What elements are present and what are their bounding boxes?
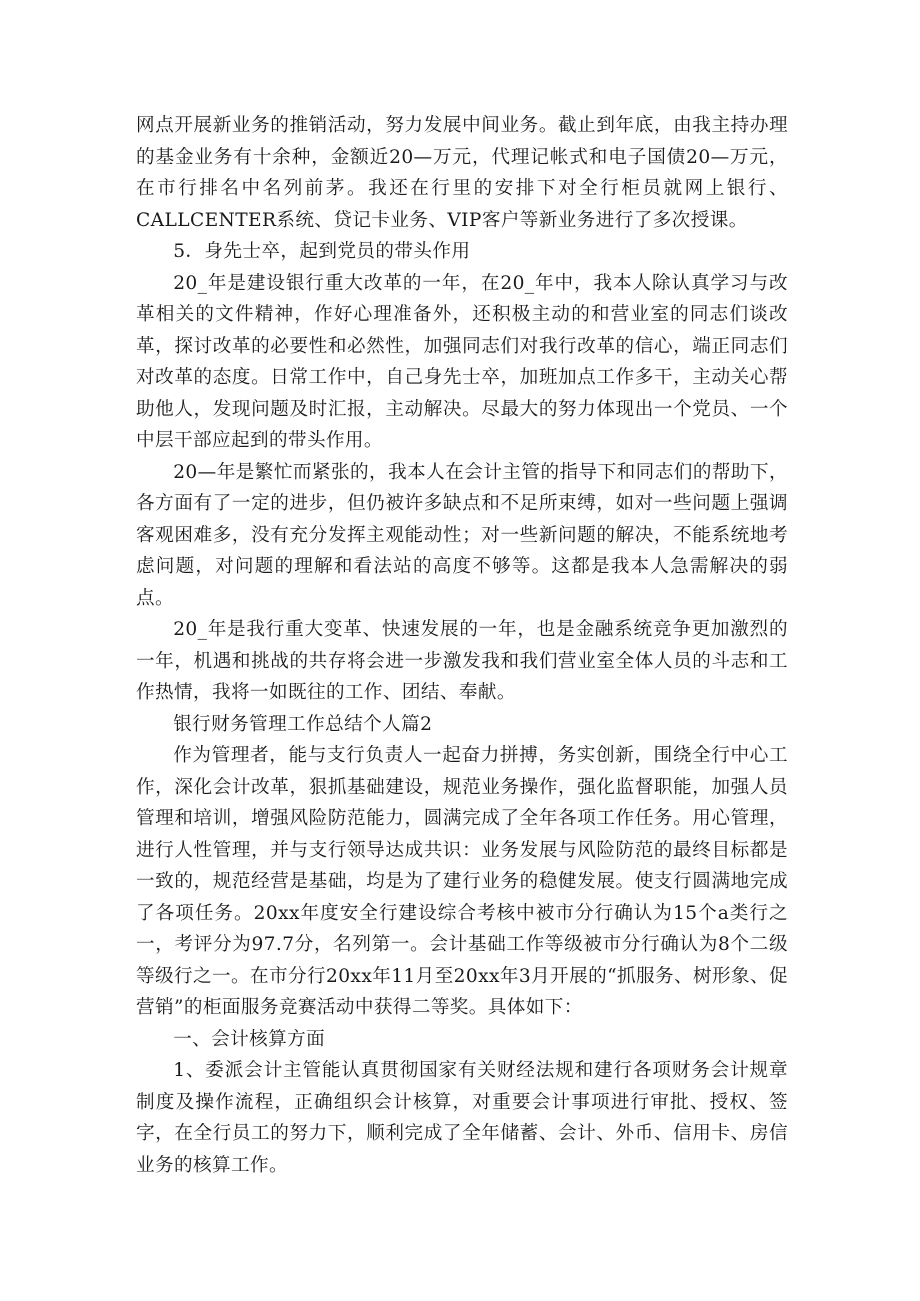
document-page (136, 110, 788, 1181)
subsection-heading-accounting: 一、会计核算方面 (173, 1028, 326, 1050)
paragraph-1: 网点开展新业务的推销活动，努力发展中间业务。截止到年底，由我主持办理的基金业务有十余种，金额近20—万元，代理记帐式和电子国债20—万元，在市行排名中名列前茅。我还在行里的安排下对全行柜员就网上银行、CALLCENTER系统、贷记卡业务、VIP客户等新业务进行了多次授课。 (136, 115, 788, 231)
paragraph-6: 1、委派会计主管能认真贯彻国家有关财经法规和建行各项财务会计规章制度及操作流程，正确组织会计核算，对重要会计事项进行审批、授权、签字，在全行员工的努力下，顺利完成了全年储蓄、会计、外币、信用卡、房信业务的核算工作。 (136, 1060, 788, 1176)
paragraph-5: 作为管理者，能与支行负责人一起奋力拼搏，务实创新，围绕全行中心工作，深化会计改革，狠抓基础建设，规范业务操作，强化监督职能，加强人员管理和培训，增强风险防范能力，圆满完成了全年各项工作任务。用心管理，进行人性管理，并与支行领导达成共识：业务发展与风险防范的最终目标都是一致的，规范经营是基础，均是为了建行业务的稳健发展。使支行圆满地完成了各项任务。20xx年度安全行建设综合考核中被市分行确认为15个a类行之一，考评分为97.7分，名列第一。会计基础工作等级被市分行确认为8个二级等级行之一。在市分行20xx年11月至20xx年3月开展的“抓服务、树形象、促营销”的柜面服务竞赛活动中获得二等奖。具体如下： (136, 745, 788, 1018)
paragraph-3: 20—年是繁忙而紧张的，我本人在会计主管的指导下和同志们的帮助下，各方面有了一定的进步，但仍被许多缺点和不足所束缚，如对一些问题上强调客观困难多，没有充分发挥主观能动性；对一些新问题的解决，不能系统地考虑问题，对问题的理解和看法站的高度不够等。这都是我本人急需解决的弱点。 (136, 461, 788, 609)
paragraph-4: 20_年是我行重大变革、快速发展的一年，也是金融系统竞争更加激烈的一年，机遇和挑战的共存将会进一步激发我和我们营业室全体人员的斗志和工作热情，我将一如既往的工作、团结、奉献。 (136, 619, 788, 703)
section-heading-5: 5．身先士卒，起到党员的带头作用 (173, 241, 471, 262)
article-title: 银行财务管理工作总结个人篇2 (173, 713, 433, 735)
paragraph-2: 20_年是建设银行重大改革的一年，在20_年中，我本人除认真学习与改革相关的文件精神，作好心理准备外，还积极主动的和营业室的同志们谈改革，探讨改革的必要性和必然性，加强同志们对我行改革的信心，端正同志们对改革的态度。日常工作中，自己身先士卒，加班加点工作多干，主动关心帮助他人，发现问题及时汇报，主动解决。尽最大的努力体现出一个党员、一个中层干部应起到的带头作用。 (136, 272, 788, 451)
